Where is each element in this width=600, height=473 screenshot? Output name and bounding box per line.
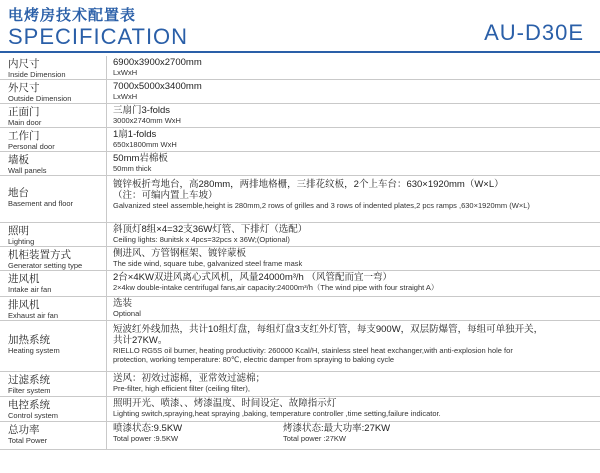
value-cn: 7000x5000x3400mm <box>113 81 202 92</box>
value-en: The side wind, square tube, galvanized steel frame mask <box>113 259 303 268</box>
label-cn: 机柜装置方式 <box>8 249 71 261</box>
value-en: 650x1800mm WxH <box>113 140 177 149</box>
value-cn: 照明开光、喷漆、、烤漆温度、时间设定、故障指示灯 <box>113 398 337 409</box>
label-en: Outside Dimension <box>8 94 72 103</box>
label-en: Wall panels <box>8 166 47 175</box>
label-cn: 进风机 <box>8 273 40 285</box>
value-cn: 1扇1-folds <box>113 129 157 140</box>
value-en: Pre-filter, high efficient filter (ceiling filter), <box>113 384 250 393</box>
value-cn: 送风：初效过滤棉，亚常效过滤棉； <box>113 373 266 384</box>
value-en: LxWxH <box>113 68 138 77</box>
baking-power-en: Total power :27KW <box>283 434 346 443</box>
label-en: Basement and floor <box>8 199 74 208</box>
label-cn: 工作门 <box>8 130 40 142</box>
value-en: Optional <box>113 309 141 318</box>
label-cn: 排风机 <box>8 299 40 311</box>
label-en: Main door <box>8 118 42 127</box>
label-en: Lighting <box>8 237 35 246</box>
label-en: Heating system <box>8 346 60 355</box>
row-lighting <box>0 223 600 247</box>
label-en: Inside Dimension <box>8 70 66 79</box>
baking-power-cn: 烤漆状态:最大功率:27KW <box>283 423 391 434</box>
label-en: Control system <box>8 411 59 420</box>
label-en: Exhaust air fan <box>8 311 59 320</box>
row-inside-dimension <box>0 56 600 80</box>
row-basement-floor <box>0 176 600 223</box>
label-cn: 电控系统 <box>8 399 50 411</box>
label-cn: 照明 <box>8 225 29 237</box>
value-cn: 斜顶灯8组×4=32支36W灯管、下排灯（选配） <box>113 224 308 235</box>
value-en: 2×4kw double-intake centrifugal fans,air capacity:24000m³/h（The wind pipe with four straight A） <box>113 283 439 292</box>
row-wall-panels <box>0 152 600 176</box>
spraying-power-en: Total power :9.5KW <box>113 434 179 443</box>
value-en: Lighting switch,spraying,heat spraying ,baking, temperature controller ,time setting,failure indicator. <box>113 409 441 418</box>
value-en: Ceiling lights: 8unitsk x 4pcs=32pcs x 36W;(Optional) <box>113 235 290 244</box>
value-cn: 2台×4KW双进风离心式风机，风量24000m³/h （风管配而宜一弯） <box>113 272 392 283</box>
label-en: Generator setting type <box>8 261 83 270</box>
row-generator-setting <box>0 247 600 271</box>
row-exhaust-fan <box>0 297 600 321</box>
value-en-cont: protection, working temperature: 80℃, electric damper from spraying to baking cycle <box>113 355 395 364</box>
value-cn: 6900x3900x2700mm <box>113 57 202 68</box>
value-en: 3000x2740mm WxH <box>113 116 181 125</box>
row-personal-door <box>0 128 600 152</box>
value-en: 50mm thick <box>113 164 152 173</box>
title-chinese: 电烤房技术配置表 <box>8 7 137 24</box>
row-filter-system <box>0 372 600 397</box>
label-cn: 加热系统 <box>8 334 50 346</box>
row-heating-system <box>0 321 600 372</box>
header-divider <box>0 51 600 53</box>
value-en: LxWxH <box>113 92 138 101</box>
value-cn-cont: 共计27KW。 <box>113 335 168 346</box>
row-total-power <box>0 422 600 450</box>
row-control-system <box>0 397 600 422</box>
label-cn: 墙板 <box>8 154 29 166</box>
label-cn: 内尺寸 <box>8 58 40 70</box>
label-cn: 正面门 <box>8 106 40 118</box>
label-en: Total Power <box>8 436 48 445</box>
row-intake-fan <box>0 271 600 297</box>
value-cn-note: （注：可编内置上车坡） <box>113 190 218 201</box>
label-cn: 过滤系统 <box>8 374 50 386</box>
value-cn: 50mm岩棉板 <box>113 153 168 164</box>
label-en: Intake air fan <box>8 285 52 294</box>
spraying-power-cn: 喷漆状态:9.5KW <box>113 423 183 434</box>
model-number: AU-D30E <box>484 20 584 45</box>
value-cn: 侧进风、方管钢框架、镀锌蒙板 <box>113 248 247 259</box>
label-en: Filter system <box>8 386 51 395</box>
row-outside-dimension <box>0 80 600 104</box>
label-en: Personal door <box>8 142 55 151</box>
label-cn: 总功率 <box>8 424 40 436</box>
header <box>0 0 600 58</box>
label-cn: 地台 <box>8 187 29 199</box>
spec-table <box>0 56 600 450</box>
label-cn: 外尺寸 <box>8 82 40 94</box>
value-cn: 选装 <box>113 298 133 309</box>
value-cn: 短波红外线加热，共计10组灯盘，每组灯盘3支红外灯管，每支900W，双层防爆管，每组可单独开关， <box>113 324 544 335</box>
value-cn: 镀锌板折弯地台，高280mm，两排地格栅，三排花纹板，2个上车台：630×1920mm（W×L） <box>113 179 504 190</box>
value-cn: 三扇门3-folds <box>113 105 171 116</box>
value-en: RIELLO RG5S oil burner, heating productivity: 260000 Kcal/H, stainless steel heat exchanger,with anti-explosion hole for <box>113 346 513 355</box>
value-en: Galvanized steel assemble,height is 280mm,2 rows of grilles and 3 rows of indented plates,2 pcs ramps ,630×1920mm (W×L) <box>113 201 530 210</box>
row-main-door <box>0 104 600 128</box>
title-english: SPECIFICATION <box>8 24 189 49</box>
